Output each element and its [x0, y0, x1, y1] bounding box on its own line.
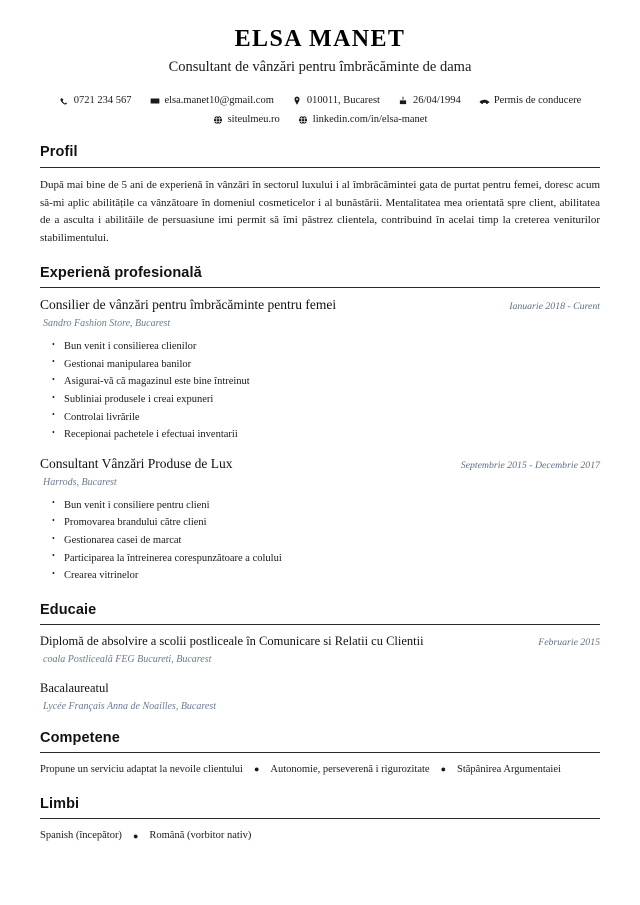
languages-list — [40, 828, 600, 845]
list-item: • Participarea la întreinerea corespunzătoare a colului — [52, 550, 600, 568]
list-item: • Crearea vitrinelor — [52, 567, 600, 585]
section-experience — [40, 265, 600, 585]
list-item: • Bun venit i consilierea clienilor — [52, 338, 600, 356]
education-date: Februarie 2015 — [538, 637, 600, 649]
section-profile — [40, 144, 600, 248]
contact-birthdate-text: 26/04/1994 — [412, 94, 461, 106]
list-item: • Promovarea brandului către clieni — [52, 514, 600, 532]
separator-dot-icon: ● — [132, 830, 139, 841]
experience-date-range: Ianuarie 2018 - Curent — [509, 301, 600, 313]
language-item: Spanish (începător) — [40, 830, 122, 842]
globe-icon — [298, 115, 309, 126]
section-rule — [40, 818, 600, 819]
education-entry-header — [40, 634, 600, 650]
experience-entry-header — [40, 297, 600, 314]
list-item: • Bun venit i consiliere pentru clieni — [52, 497, 600, 515]
section-rule — [40, 167, 600, 168]
section-rule — [40, 624, 600, 625]
contact-email-text: elsa.manet10@gmail.com — [164, 94, 274, 106]
candidate-job-title: Consultant de vânzări pentru îmbrăcăminte de dama — [168, 58, 472, 75]
section-education — [40, 602, 600, 713]
experience-job-title: Consultant Vânzări Produse de Lux — [40, 455, 233, 471]
list-item: • Asigurai-vă că magazinul este bine întreinut — [52, 373, 600, 391]
list-item: • Gestionarea casei de marcat — [52, 532, 600, 550]
experience-bullet-list — [40, 497, 600, 585]
experience-entry-header — [40, 456, 600, 473]
car-icon — [479, 96, 490, 107]
contact-driving-licence — [479, 94, 581, 108]
separator-dot-icon: ● — [440, 764, 447, 775]
contact-location — [292, 94, 380, 108]
contact-phone-text: 0721 234 567 — [73, 94, 132, 106]
skills-list — [40, 762, 600, 779]
contact-driving-licence-text: Permis de conducere — [493, 94, 582, 106]
experience-company: Sandro Fashion Store, Bucarest — [43, 318, 171, 330]
education-entry — [40, 634, 600, 666]
contact-email[interactable] — [149, 94, 273, 108]
education-entry — [40, 681, 600, 713]
section-skills — [40, 730, 600, 779]
location-pin-icon — [292, 96, 303, 107]
experience-entry — [40, 456, 600, 585]
education-degree-title: Bacalaureatul — [40, 681, 109, 696]
section-heading-education: Educaie — [40, 601, 97, 618]
contact-linkedin-text: linkedin.com/in/elsa-manet — [312, 114, 428, 126]
section-heading-languages: Limbi — [40, 795, 80, 812]
phone-icon — [59, 96, 70, 107]
education-entry-header — [40, 681, 600, 697]
experience-company: Harrods, Bucarest — [43, 476, 117, 488]
globe-icon — [213, 115, 224, 126]
skill-item: Stăpânirea Argumentaiei — [457, 764, 561, 776]
education-degree-title: Diplomă de absolvire a scolii postliceale în Comunicare si Relatii cu Clientii — [40, 634, 424, 649]
contact-website-text: siteulmeu.ro — [227, 114, 280, 126]
section-rule — [40, 752, 600, 753]
skill-item: Propune un serviciu adaptat la nevoile clientului — [40, 764, 243, 776]
list-item: • Recepionai pachetele i efectuai inventarii — [52, 426, 600, 444]
education-school: Lycée Français Anna de Noailles, Bucarest — [43, 700, 217, 712]
contact-row-secondary — [40, 113, 600, 127]
resume-header — [40, 26, 600, 127]
experience-entry — [40, 297, 600, 444]
experience-bullet-list — [40, 338, 600, 444]
section-heading-skills: Competene — [40, 729, 120, 746]
language-item: Română (vorbitor nativ) — [149, 830, 252, 842]
birthday-cake-icon — [398, 96, 409, 107]
section-heading-profile: Profil — [40, 144, 78, 161]
experience-job-title: Consilier de vânzări pentru îmbrăcăminte pentru femei — [40, 297, 337, 313]
education-school: coala Postliceală FEG Bucureti, Bucarest — [43, 654, 212, 666]
list-item: • Controlai livrările — [52, 409, 600, 427]
contact-location-text: 010011, Bucarest — [306, 94, 380, 106]
section-languages — [40, 796, 600, 845]
section-heading-experience: Experienă profesională — [40, 264, 202, 281]
skill-item: Autonomie, perseverenă i rigurozitate — [270, 764, 430, 776]
experience-date-range: Septembrie 2015 - Decembrie 2017 — [460, 459, 600, 471]
section-rule — [40, 287, 600, 288]
separator-dot-icon: ● — [253, 764, 260, 775]
list-item: • Gestionai manipularea banilor — [52, 356, 600, 374]
envelope-icon — [149, 96, 160, 107]
list-item: • Subliniai produsele i creai expuneri — [52, 391, 600, 409]
contact-row-primary — [40, 94, 600, 108]
contact-phone[interactable] — [59, 94, 132, 108]
candidate-name: ELSA MANET — [234, 26, 406, 52]
profile-summary-text: După mai bine de 5 ani de experienă în vânzări în sectorul luxului i al îmbrăcămintei gata de purtat pentru femei, doresc acum să-mi aplic abilitățile ca vânzătoare în domeniul cosmeticelor i al bunăstării. Mentalitatea mea orientată spre client, abilitatea de a asculta i abilităile de persuasiune imi permit să îmi păstrez clientela, contribuind în acelai timp la creterea veniturilor stabilimentului. — [40, 178, 600, 245]
contact-website[interactable] — [213, 113, 280, 127]
contact-birthdate — [398, 94, 461, 108]
contact-linkedin[interactable] — [298, 113, 428, 127]
